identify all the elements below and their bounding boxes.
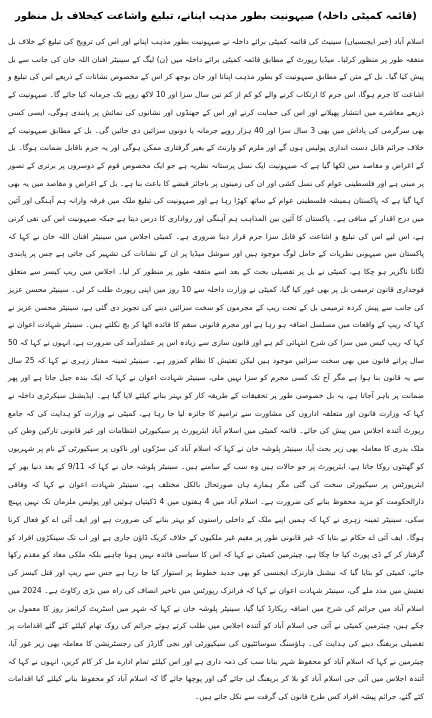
article-body: اسلام آباد (خبر ایجنسیاں) سینیٹ کی قائمہ کمیٹی برائے داخلہ نے صیہونیت بطور مذہب اپنانے اور اس کی ترویج کی تبلیغ کے خلاف بل متفقہ طور پر منظور کرلیا۔ میڈیا رپورٹ کے مطابق قائمہ کمیٹی برائے داخلہ میں (ن) لیگ کے سینیٹر افنان اللہ خان کی جانب سے بل پیش کیا گیا۔ بل کے متن کے مطابق صیہونیت کو بطور مذہب اپنانا اور جان بوجھ کر اس کے مخصوص نشانات کے ذریعے اس کی تبلیغ و اشاعت کا جرم ہوگا، اس جرم کا ارتکاب کرنے والے کو کم از کم تین سال سزا اور 10 لاکھ روپے تک جرمانہ کیا جائے گا۔ صیہونیت کے ذریعے معاشرے میں انتشار پھیلانے اور اس کی حمایت کرنے اور اس کے جھنڈوں اور نشانوں کی نمائش پر پابندی ہوگی، ایسی کسی بھی سرگرمی کی پاداش میں بھی 3 سال سزا اور 40 ہزار روپے جرمانہ یا دونوں سزائیں دی جائیں گی۔ بل کے مطابق صیہونیت کے خلاف جرائم قابل دست اندازی پولیس ہوں گے اور ملزم کو وارنٹ کے بغیر گرفتاری ممکن ہوگی اور یہ جرم ناقابل ضمانت ہوگا۔ بل کے اغراض و مقاصد میں لکھا گیا ہے کہ صیہونیت ایک نسل پرستانہ نظریہ ہے جو ایک مخصوص قوم کے دوسروں پر برتری کے تصور پر مبنی ہے اور فلسطینی عوام کی نسل کشی اور ان کی زمینوں پر ناجائز قبضے کا باعث بنا ہے۔ بل کے اغراض و مقاصد میں یہ بھی کہا گیا ہے کہ پاکستان ہمیشہ فلسطینی عوام کے ساتھ کھڑا رہا ہے اور صیہونیت کی تبلیغ ملک میں فرقہ وارانہ ہم آہنگی اور آئین میں درج اقدار کے منافی ہے۔ پاکستان کا آئین بین المذاہب ہم آہنگی اور رواداری کا درس دیتا ہے جبکہ صیہونیت اس کی نفی کرتی ہے، اس لیے اس کی تبلیغ و اشاعت کو قابل سزا جرم قرار دینا ضروری ہے۔ کمیٹی اجلاس میں سینیٹر افنان اللہ خان نے کہا کہ پاکستان میں صیہونی نظریات کے حامل لوگ موجود ہیں اور سوشل میڈیا پر ان کے نشانات کی تشہیر کی جاتی ہے جس پر پابندی لگانا ناگزیر ہو چکا ہے، کمیٹی نے بل پر تفصیلی بحث کے بعد اسے متفقہ طور پر منظور کر لیا۔ اجلاس میں ریپ کیسز سے متعلق فوجداری قانون ترمیمی بل پر بھی غور کیا گیا، کمیٹی نے وزارت داخلہ سے 10 روز میں اپنی رپورٹ طلب کر لی۔ سینیٹر محسن عزیز کی جانب سے پیش کردہ ترمیمی بل کے تحت ریپ کے مجرموں کو سخت سزائیں دینے کی تجویز دی گئی ہے، سینیٹر محسن عزیز نے کہا کہ ریپ کے واقعات میں مسلسل اضافہ ہو رہا ہے اور مجرم قانونی سقم کا فائدہ اٹھا کر بچ نکلتے ہیں۔ سینیٹر شہادت اعوان نے کہا کہ ریپ کیس میں سزا کی شرح انتہائی کم ہے اور قانون سازی سے زیادہ اس پر عملدرآمد کی ضرورت ہے، انہوں نے کہا کہ 50 سال پرانے قانون میں بھی سخت سزائیں موجود ہیں لیکن تفتیش کا نظام کمزور ہے۔ سینیٹر ثمینہ ممتاز زہری نے کہا کہ 25 سال سے یہ قانون بنا ہوا ہے مگر آج تک کسی مجرم کو سزا نہیں ملی، سینیٹر شہادت اعوان نے کہا کہ ایک بندہ جیل جاتا ہے اور پھر ضمانت پر باہر آجاتا ہے، یہ بل خصوصی طور پر تحقیقات کے طریقہ کار کو بہتر بنانے کیلئے لایا گیا ہے۔ ایڈیشنل سیکرٹری داخلہ نے کہا کہ وزارت قانون اور متعلقہ اداروں کی مشاورت سے ترامیم کا جائزہ لیا جا رہا ہے، کمیٹی نے وزارت کو ہدایت کی کہ جامع رپورٹ آئندہ اجلاس میں پیش کی جائے۔ قائمہ کمیٹی میں اسلام آباد ایئرپورٹ پر سیکیورٹی انتظامات اور غیر قانونی تارکین وطن کی ملک بدری کا معاملہ بھی زیر بحث آیا، سینیٹر پلوشہ خان نے کہا کہ اسلام آباد کی سڑکوں اور ناکوں پر سیکیورٹی کے نام پر شہریوں کو گھنٹوں روکا جاتا ہے، ایئرپورٹ پر جو حالات ہیں وہ سب کے سامنے ہیں۔ سینیٹر پلوشہ خان نے کہا کہ 9/11 کے بعد دنیا بھر کے ایئرپورٹس پر سیکیورٹی سخت کی گئی مگر ہمارے ہاں صورتحال بالکل مختلف ہے، سینیٹر شہادت اعوان نے کہا کہ وفاقی دارالحکومت کو مزید محفوظ بنانے کی ضرورت ہے۔ اسلام آباد میں 4 ہفتوں میں 4 ڈکیتیاں ہوئیں اور پولیس ملزمان تک نہیں پہنچ سکی، سینیٹر ثمینہ زہری نے کہا کہ ہمیں اپنے ملک کے داخلی راستوں کو بہتر بنانے کی ضرورت ہے اور ایف آئی اے کو فعال کرنا ہوگا۔ ایف آئی اے حکام نے بتایا کہ غیر قانونی طور پر مقیم غیر ملکیوں کے خلاف کریک ڈاؤن جاری ہے اور اب تک سینکڑوں افراد کو گرفتار کر کے ڈی پورٹ کیا جا چکا ہے، چیئرمین کمیٹی نے کہا کہ اس کا سیاسی فائدہ نہیں ہونا چاہیے بلکہ ملکی مفاد کو مقدم رکھا جائے، کمیٹی کو بتایا گیا کہ نیشنل فارنزک ایجنسی کو بھی جدید خطوط پر استوار کیا جا رہا ہے جس سے ریپ اور قتل کیسز کی تفتیش میں مدد ملے گی، سینیٹر شہادت اعوان نے کہا کہ فرانزک رپورٹس میں تاخیر انصاف کی راہ میں بڑی رکاوٹ ہے۔ 2024 میں اسلام آباد میں جرائم کی شرح میں اضافہ ریکارڈ کیا گیا، سینیٹر پلوشہ خان نے کہا کہ شہر میں اسٹریٹ کرائمز روز کا معمول بن چکے ہیں، چیئرمین کمیٹی نے آئی جی اسلام آباد کو آئندہ اجلاس میں طلب کرتے ہوئے جرائم کی روک تھام کیلئے کئے گئے اقدامات پر تفصیلی بریفنگ دینے کی ہدایت کی۔ ہاؤسنگ سوسائٹیوں کی سیکیورٹی اور نجی گارڈز کی رجسٹریشن کا معاملہ بھی زیر غور آیا، چیئرمین نے کہا کہ اسلام آباد کو محفوظ شہر بنانا سب کی ذمہ داری ہے اور اس کیلئے تمام ادارے مل کر کام کریں، انہوں نے کہا کہ آئندہ اجلاس میں آئی جی اسلام آباد کو بلا کر بریفنگ لی جائے گی اور پوچھا جائے گا کہ اسلام آباد کو محفوظ بنانے کیلئے کیا اقدامات کئے گئے، جرائم پیشہ افراد کس طرح قانون کی گرفت سے نکل جاتے ہیں۔ — [8, 37, 425, 702]
article-headline: (قائمہ کمیٹی داخلہ) صیہونیت بطور مذہب اپنانے، تبلیغ واشاعت کیخلاف بل منظور — [15, 11, 417, 22]
